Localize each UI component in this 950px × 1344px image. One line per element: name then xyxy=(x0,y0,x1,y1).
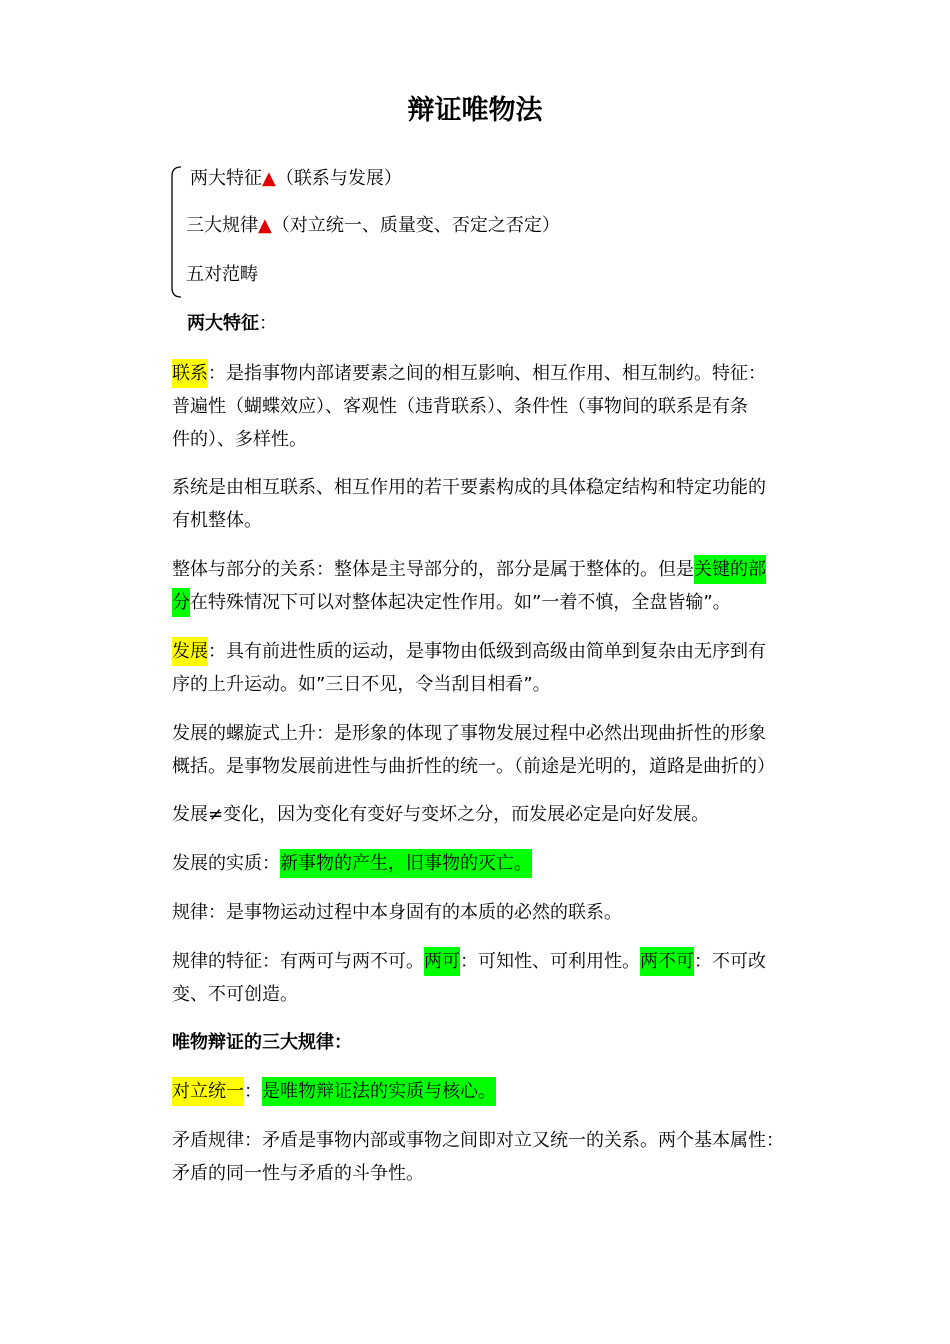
paragraph-text: 变、不可创造。 xyxy=(172,984,298,1005)
left-brace-icon xyxy=(168,166,182,298)
red-triangle-icon: ▲ xyxy=(262,168,276,189)
paragraph-bianhua xyxy=(172,798,812,831)
paragraph-lianxi xyxy=(172,357,812,456)
paragraph-text: 矛盾的同一性与矛盾的斗争性。 xyxy=(172,1163,424,1184)
paragraph-text: ：可知性、可利用性。 xyxy=(460,951,640,972)
outline-item-three-laws xyxy=(186,213,560,239)
paragraph-xitong xyxy=(172,471,812,537)
section-heading-three-laws: 唯物辩证的三大规律： xyxy=(172,1032,352,1053)
outline-item-two-features xyxy=(190,166,402,192)
paragraph-text: 整体与部分的关系：整体是主导部分的，部分是属于整体的。但是 xyxy=(172,559,694,580)
green-highlight: 新事物的产生，旧事物的灭亡。 xyxy=(280,849,532,878)
paragraph-text: 在特殊情况下可以对整体起决定性作用。如”一着不慎，全盘皆输”。 xyxy=(190,592,731,613)
paragraph-zhengti xyxy=(172,553,812,619)
paragraph-luoxuan xyxy=(172,717,812,783)
paragraph-text: 发展≠变化，因为变化有变好与变坏之分，而发展必定是向好发展。 xyxy=(172,804,710,825)
paragraph-text: 规律的特征：有两可与两不可。 xyxy=(172,951,424,972)
paragraph-text: 规律：是事物运动过程中本身固有的本质的必然的联系。 xyxy=(172,902,622,923)
outline-item-label: 两大特征 xyxy=(190,168,262,189)
paragraph-text: 矛盾规律：矛盾是事物内部或事物之间即对立又统一的关系。两个基本属性： xyxy=(172,1130,784,1151)
page-title: 辩证唯物法 xyxy=(407,95,543,126)
term-highlight: 发展 xyxy=(172,637,208,666)
paragraph-text: ： xyxy=(244,1081,262,1102)
green-highlight: 两可 xyxy=(424,947,460,976)
paragraph-text: ：不可改 xyxy=(694,951,766,972)
outline-item-detail: （对立统一、质量变、否定之否定） xyxy=(271,215,560,236)
paragraph-text: 系统是由相互联系、相互作用的若干要素构成的具体稳定结构和特定功能的 xyxy=(172,477,766,498)
term-highlight: 对立统一 xyxy=(172,1077,244,1106)
green-highlight: 关键的部 xyxy=(694,555,766,584)
outline-item-detail: （联系与发展） xyxy=(275,168,402,189)
paragraph-text: 普遍性（蝴蝶效应）、客观性（违背联系）、条件性（事物间的联系是有条 xyxy=(172,396,748,417)
paragraph-text: ：是指事物内部诸要素之间的相互影响、相互作用、相互制约。特征： xyxy=(208,363,766,384)
paragraph-text: 概括。是事物发展前进性与曲折性的统一。（前途是光明的，道路是曲折的） xyxy=(172,756,775,777)
green-highlight: 分 xyxy=(172,588,190,617)
section-heading-text: 两大特征 xyxy=(187,313,259,334)
paragraph-tezheng xyxy=(172,945,812,1011)
paragraph-text: 有机整体。 xyxy=(172,510,262,531)
green-highlight: 两不可 xyxy=(640,947,694,976)
term-highlight: 联系 xyxy=(172,359,208,388)
paragraph-guilv xyxy=(172,896,812,929)
green-highlight: 是唯物辩证法的实质与核心。 xyxy=(262,1077,496,1106)
red-triangle-icon: ▲ xyxy=(258,215,272,236)
section-heading-two-features xyxy=(187,311,277,337)
outline-item-five-categories xyxy=(186,262,258,288)
paragraph-fazhan xyxy=(172,635,812,701)
outline-item-label: 三大规律 xyxy=(186,215,258,236)
paragraph-text: 件的）、多样性。 xyxy=(172,429,307,450)
paragraph-text: 发展的实质： xyxy=(172,853,280,874)
paragraph-duili xyxy=(172,1075,812,1108)
paragraph-maodun xyxy=(172,1124,832,1190)
paragraph-text: 发展的螺旋式上升：是形象的体现了事物发展过程中必然出现曲折性的形象 xyxy=(172,723,766,744)
paragraph-text: ：具有前进性质的运动，是事物由低级到高级由简单到复杂由无序到有 xyxy=(208,641,766,662)
outline-item-label: 五对范畴 xyxy=(186,264,258,285)
section-heading-colon: ： xyxy=(259,313,277,334)
paragraph-shizhi xyxy=(172,847,812,880)
paragraph-text: 序的上升运动。如”三日不见，令当刮目相看”。 xyxy=(172,674,551,695)
